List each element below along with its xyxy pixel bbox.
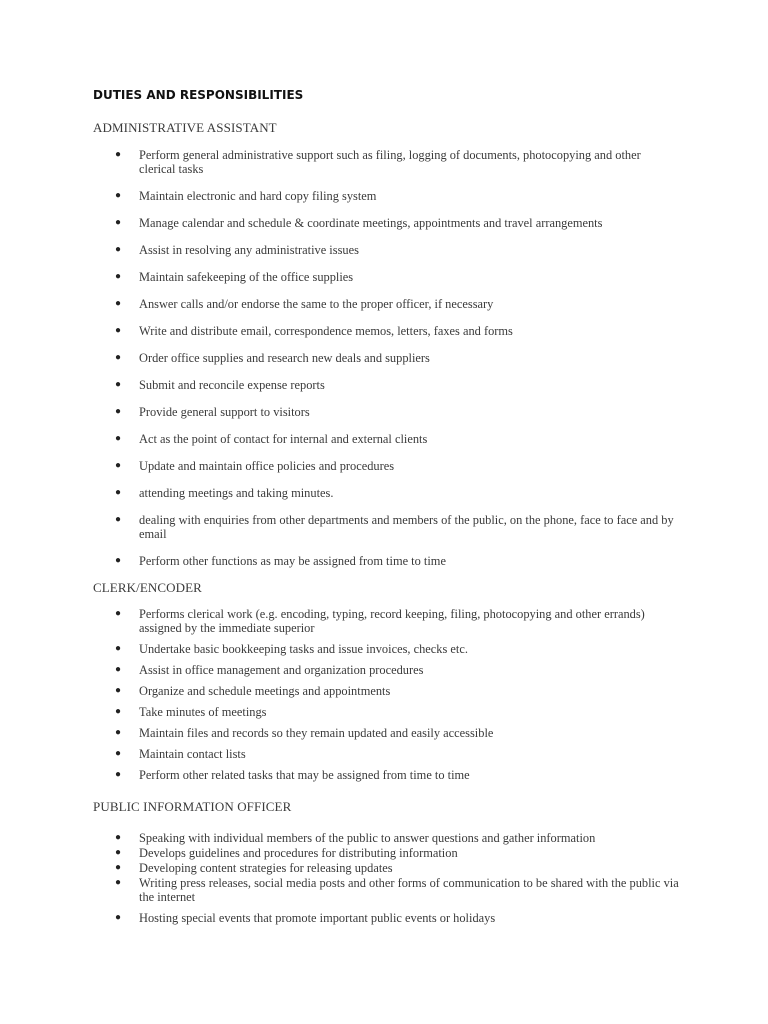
list-item [115, 486, 679, 500]
bullet-icon: ● [115, 727, 122, 738]
list-item-text: Maintain electronic and hard copy filing system [139, 189, 377, 203]
section-heading: PUBLIC INFORMATION OFFICER [93, 799, 292, 814]
list-item-text: Maintain safekeeping of the office supplies [139, 270, 354, 284]
list-item-text: Act as the point of contact for internal and external clients [139, 432, 428, 446]
bullet-icon: ● [115, 608, 122, 619]
list-item [115, 270, 679, 284]
list-item-text: Writing press releases, social media posts and other forms of communication to be shared with the public via the internet [139, 876, 679, 904]
bullet-icon: ● [115, 748, 122, 759]
list-item-text: Submit and reconcile expense reports [139, 378, 325, 392]
list-item-text: attending meetings and taking minutes. [139, 486, 334, 500]
bullet-icon: ● [115, 769, 122, 780]
bullet-icon: ● [115, 877, 122, 888]
list-item [115, 684, 679, 698]
list-item-text: Write and distribute email, correspondence memos, letters, faxes and forms [139, 324, 513, 338]
bullet-icon: ● [115, 406, 122, 417]
list-item [115, 747, 679, 761]
list-item [115, 297, 679, 311]
bullet-icon: ● [115, 298, 122, 309]
bullet-icon: ● [115, 664, 122, 675]
list-item [115, 324, 679, 338]
bullet-icon: ● [115, 832, 122, 843]
list-item [115, 554, 679, 568]
list-item-text: Organize and schedule meetings and appointments [139, 684, 391, 698]
bullet-icon: ● [115, 217, 122, 228]
list-item [115, 432, 679, 446]
list-item [115, 243, 679, 257]
bullet-icon: ● [115, 555, 122, 566]
bullet-icon: ● [115, 244, 122, 255]
list-item [115, 405, 679, 419]
list-item-text: Develops guidelines and procedures for distributing information [139, 846, 458, 860]
list-item-text: Provide general support to visitors [139, 405, 310, 419]
bullet-icon: ● [115, 460, 122, 471]
bullet-icon: ● [115, 190, 122, 201]
list-item-text: Speaking with individual members of the public to answer questions and gather information [139, 831, 596, 845]
list-item [115, 642, 679, 656]
list-item-text: Update and maintain office policies and procedures [139, 459, 395, 473]
list-item [115, 911, 679, 925]
bullet-icon: ● [115, 379, 122, 390]
page-title: DUTIES AND RESPONSIBILITIES [93, 88, 304, 102]
bullet-icon: ● [115, 325, 122, 336]
list-item [115, 216, 679, 230]
list-item-text: Take minutes of meetings [139, 705, 267, 719]
bullet-icon: ● [115, 433, 122, 444]
list-item-text: Undertake basic bookkeeping tasks and issue invoices, checks etc. [139, 642, 468, 656]
list-item-text: Developing content strategies for releasing updates [139, 861, 393, 875]
bullet-icon: ● [115, 271, 122, 282]
list-item [115, 148, 679, 176]
bullet-icon: ● [115, 685, 122, 696]
list-item-text: dealing with enquiries from other departments and members of the public, on the phone, face to face and by email [139, 513, 674, 541]
list-item [115, 726, 679, 740]
bullet-icon: ● [115, 643, 122, 654]
list-item [115, 378, 679, 392]
list-item-text: Assist in office management and organization procedures [139, 663, 424, 677]
list-item [115, 459, 679, 473]
section-heading: ADMINISTRATIVE ASSISTANT [93, 120, 277, 135]
list-item-text: Order office supplies and research new deals and suppliers [139, 351, 430, 365]
list-item [115, 768, 679, 782]
bullet-icon: ● [115, 847, 122, 858]
section-heading: CLERK/ENCODER [93, 580, 202, 595]
list-item [115, 705, 679, 719]
list-item-text: Answer calls and/or endorse the same to the proper officer, if necessary [139, 297, 494, 311]
list-item-text: Maintain contact lists [139, 747, 246, 761]
bullet-icon: ● [115, 706, 122, 717]
list-item [115, 351, 679, 365]
list-item [115, 513, 679, 541]
list-item [115, 831, 679, 845]
list-item-text: Assist in resolving any administrative issues [139, 243, 359, 257]
bullet-icon: ● [115, 862, 122, 873]
list-item-text: Perform other functions as may be assigned from time to time [139, 554, 446, 568]
list-item-text: Perform general administrative support such as filing, logging of documents, photocopying and other clerical tasks [139, 148, 641, 176]
bullet-icon: ● [115, 487, 122, 498]
bullet-icon: ● [115, 149, 122, 160]
list-item [115, 663, 679, 677]
list-item [115, 861, 679, 875]
bullet-icon: ● [115, 912, 122, 923]
list-item-text: Maintain files and records so they remain updated and easily accessible [139, 726, 494, 740]
list-item [115, 189, 679, 203]
list-item-text: Manage calendar and schedule & coordinate meetings, appointments and travel arrangements [139, 216, 603, 230]
list-item [115, 846, 679, 860]
list-item-text: Performs clerical work (e.g. encoding, typing, record keeping, filing, photocopying and other errands) assigned by the immediate superior [139, 607, 645, 635]
list-item-text: Hosting special events that promote important public events or holidays [139, 911, 496, 925]
bullet-icon: ● [115, 352, 122, 363]
list-item [115, 607, 679, 635]
bullet-icon: ● [115, 514, 122, 525]
list-item-text: Perform other related tasks that may be assigned from time to time [139, 768, 470, 782]
list-item [115, 876, 679, 904]
